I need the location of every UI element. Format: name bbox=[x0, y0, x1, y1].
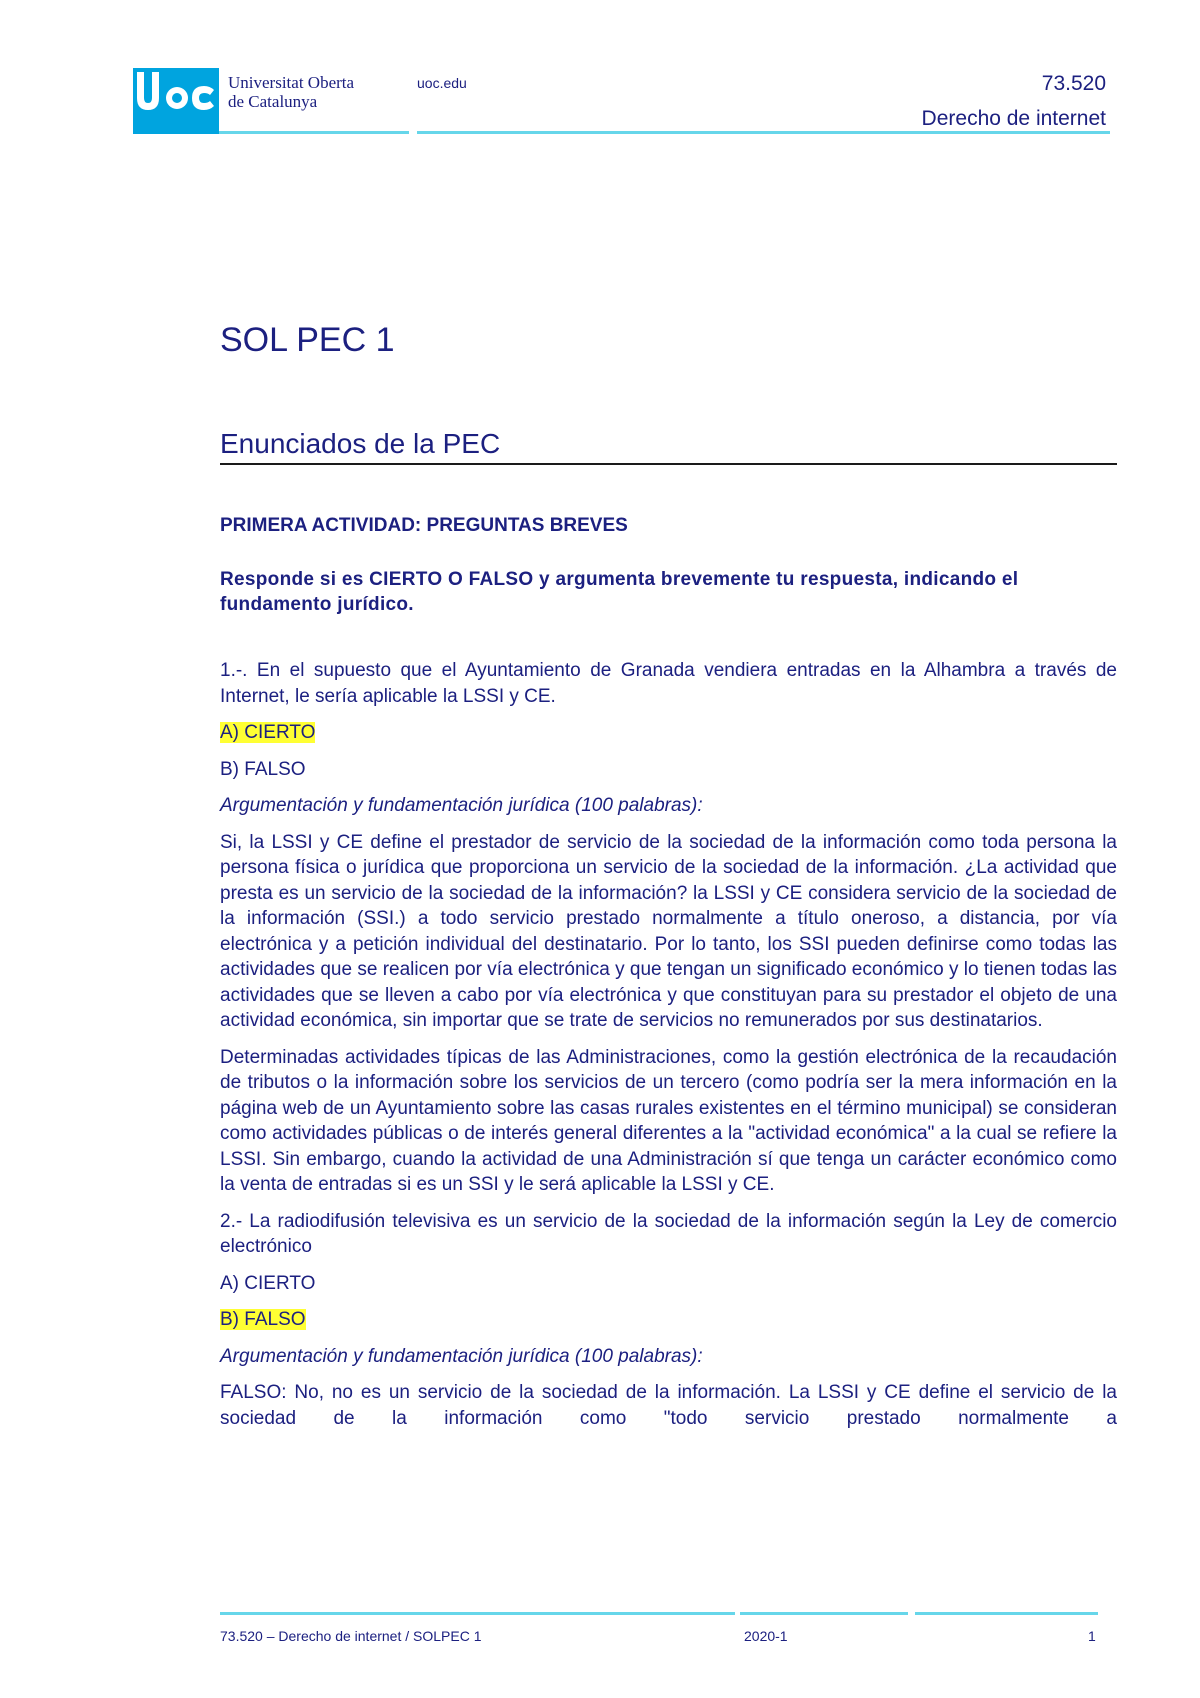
uoc-logo-icon bbox=[133, 68, 219, 134]
question-1-option-a bbox=[220, 720, 1117, 746]
university-name-line2: de Catalunya bbox=[228, 92, 318, 111]
website-link[interactable]: uoc.edu bbox=[417, 75, 467, 91]
section-heading: Enunciados de la PEC bbox=[220, 427, 1117, 465]
question-1-text: 1.-. En el supuesto que el Ayuntamiento de Granada vendiera entradas en la Alhambra a través de Internet, le sería aplicable la LSSI y CE. bbox=[220, 660, 1117, 707]
question-1-answer-paragraph: Determinadas actividades típicas de las Administraciones, como la gestión electrónica de la recaudación de tributos o la información sobre los servicios de un tercero (como podría ser la mera información en la página web de un Ayuntamiento sobre las casas rurales existentes en el término municipal) se consideran como actividades públicas o de interés general diferentes a la "actividad económica" a la cual se refiere la LSSI. Sin embargo, cuando la actividad de una Administración sí que tenga un carácter económico como la venta de entradas si es un SSI y le será aplicable la LSSI y CE. bbox=[220, 1046, 1117, 1195]
footer-rule-left bbox=[220, 1612, 735, 1615]
footer-course-info: 73.520 – Derecho de internet / SOLPEC 1 bbox=[220, 1628, 482, 1644]
footer-rule-middle bbox=[740, 1612, 908, 1615]
footer-semester: 2020-1 bbox=[744, 1628, 788, 1644]
header-rule-right bbox=[417, 131, 1110, 134]
page-number: 1 bbox=[1088, 1628, 1096, 1644]
course-code: 73.520 bbox=[1041, 72, 1106, 95]
question-1-answer-paragraph: Si, la LSSI y CE define el prestador de servicio de la sociedad de la información como toda persona la persona física o jurídica que proporciona un servicio de la sociedad de la información. ¿La actividad que presta es un servicio de la sociedad de la información? la LSSI y CE considera servicio de la sociedad de la información (SSI.) a todo servicio prestado normalmente a título oneroso, a distancia, por vía electrónica y a petición individual del destinatario. Por lo tanto, los SSI pueden definirse como todas las actividades que se realicen por vía electrónica y que tengan un significado económico y lo tienen todas las actividades que se lleven a cabo por vía electrónica y que constituyan para su prestador el objeto de una actividad económica, sin importar que se trate de servicios no remunerados por sus destinatarios. bbox=[220, 831, 1117, 1031]
university-name-line1: Universitat Oberta bbox=[228, 73, 355, 92]
question-2-option-a: A) CIERTO bbox=[220, 1272, 316, 1294]
question-1-argument-label: Argumentación y fundamentación jurídica (100 palabras): bbox=[220, 795, 703, 816]
question-2-text: 2.- La radiodifusión televisiva es un servicio de la sociedad de la información según la Ley de comercio electrónico bbox=[220, 1210, 1117, 1257]
instructions: Responde si es CIERTO O FALSO y argumenta brevemente tu respuesta, indicando el fundamento jurídico. bbox=[220, 569, 1019, 615]
document-title: SOL PEC 1 bbox=[220, 321, 395, 359]
university-name bbox=[228, 73, 354, 111]
selected-answer: B) FALSO bbox=[220, 1309, 306, 1330]
activity-title: PRIMERA ACTIVIDAD: PREGUNTAS BREVES bbox=[220, 515, 628, 536]
footer-rule-right bbox=[915, 1612, 1098, 1615]
document-body bbox=[220, 320, 1117, 1431]
header-rule-left bbox=[219, 131, 409, 134]
question-1-option-b: B) FALSO bbox=[220, 758, 306, 780]
course-name: Derecho de internet bbox=[921, 107, 1106, 130]
selected-answer: A) CIERTO bbox=[220, 722, 316, 743]
question-2-answer-paragraph: FALSO: No, no es un servicio de la sociedad de la información. La LSSI y CE define el servicio de la sociedad de la información como "todo servicio prestado normalmente a bbox=[220, 1382, 1117, 1429]
question-2-option-b bbox=[220, 1307, 1117, 1333]
uoc-logo bbox=[133, 68, 219, 134]
question-2-argument-label: Argumentación y fundamentación jurídica (100 palabras): bbox=[220, 1345, 703, 1367]
